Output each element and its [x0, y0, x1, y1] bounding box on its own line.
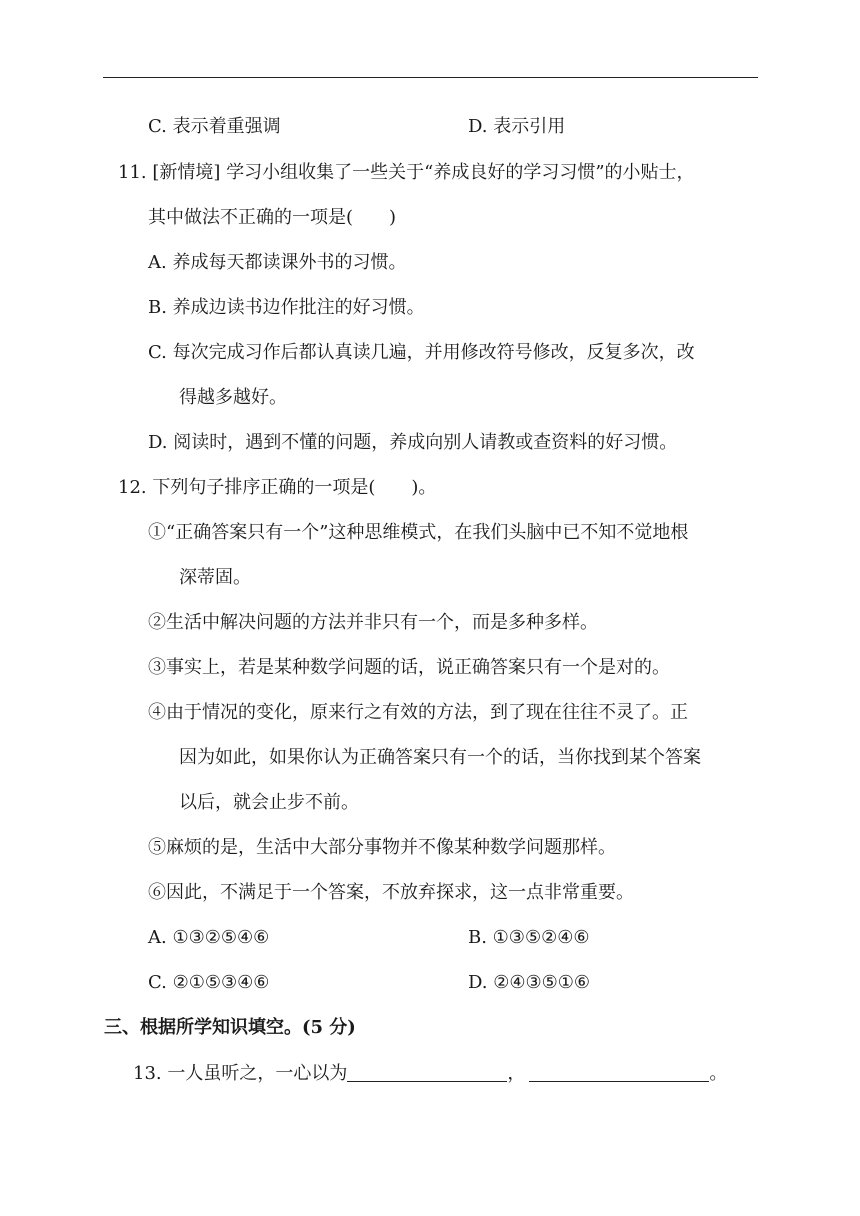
- q13-end: 。: [709, 1063, 728, 1084]
- q12-sentence-4-line3: 以后，就会止步不前。: [179, 792, 359, 813]
- q12-stem-close: )。: [411, 477, 437, 498]
- q13-stem-text: 13. 一人虽听之，一心以为: [133, 1063, 348, 1084]
- header-rule: [103, 77, 758, 78]
- q11-option-b: B. 养成边读书边作批注的好习惯。: [148, 297, 425, 318]
- q10-option-d: D. 表示引用: [468, 116, 566, 137]
- q12-sentence-6: ⑥因此，不满足于一个答案，不放弃探求，这一点非常重要。: [148, 882, 634, 903]
- q11-stem-line1: 11. [新情境] 学习小组收集了一些关于“养成良好的学习习惯”的小贴士，: [118, 162, 695, 183]
- q12-stem: [118, 475, 436, 501]
- q11-option-c-line2: 得越多越好。: [179, 387, 287, 408]
- q13-comma: ，: [507, 1063, 526, 1084]
- q11-option-c-line1: C. 每次完成习作后都认真读几遍，并用修改符号修改，反复多次，改: [148, 342, 695, 363]
- q12-sentence-2: ②生活中解决问题的方法并非只有一个，而是多种多样。: [148, 612, 598, 633]
- q12-sentence-4-line2: 因为如此，如果你认为正确答案只有一个的话，当你找到某个答案: [179, 747, 701, 768]
- q11-option-a: A. 养成每天都读课外书的习惯。: [148, 252, 407, 273]
- q13-blank-2[interactable]: [529, 1063, 709, 1082]
- q12-option-c: C. ②①⑤③④⑥: [148, 972, 270, 993]
- q12-option-d: D. ②④③⑤①⑥: [468, 972, 591, 993]
- q10-option-c: C. 表示着重强调: [148, 116, 281, 137]
- q11-stem-text: 其中做法不正确的一项是(: [148, 207, 354, 228]
- q12-option-b: B. ①③⑤②④⑥: [468, 927, 590, 948]
- q13-blank-1[interactable]: [347, 1063, 507, 1082]
- q12-sentence-1-line1: ①“正确答案只有一个”这种思维模式，在我们头脑中已不知不觉地根: [148, 522, 689, 543]
- section-3-heading: 三、根据所学知识填空。(5 分): [104, 1017, 356, 1038]
- q12-sentence-5: ⑤麻烦的是，生活中大部分事物并不像某种数学问题那样。: [148, 837, 616, 858]
- q13-stem: [133, 1061, 727, 1087]
- q12-option-a: A. ①③②⑤④⑥: [148, 927, 270, 948]
- q12-stem-text: 12. 下列句子排序正确的一项是(: [118, 477, 376, 498]
- q12-sentence-3: ③事实上，若是某种数学问题的话，说正确答案只有一个是对的。: [148, 657, 670, 678]
- q12-sentence-4-line1: ④由于情况的变化，原来行之有效的方法，到了现在往往不灵了。正: [148, 702, 688, 723]
- q11-option-d: D. 阅读时，遇到不懂的问题，养成向别人请教或查资料的好习惯。: [148, 432, 678, 453]
- q11-stem-line2: [148, 205, 396, 231]
- q11-stem-close: ): [389, 207, 397, 228]
- q12-sentence-1-line2: 深蒂固。: [179, 567, 251, 588]
